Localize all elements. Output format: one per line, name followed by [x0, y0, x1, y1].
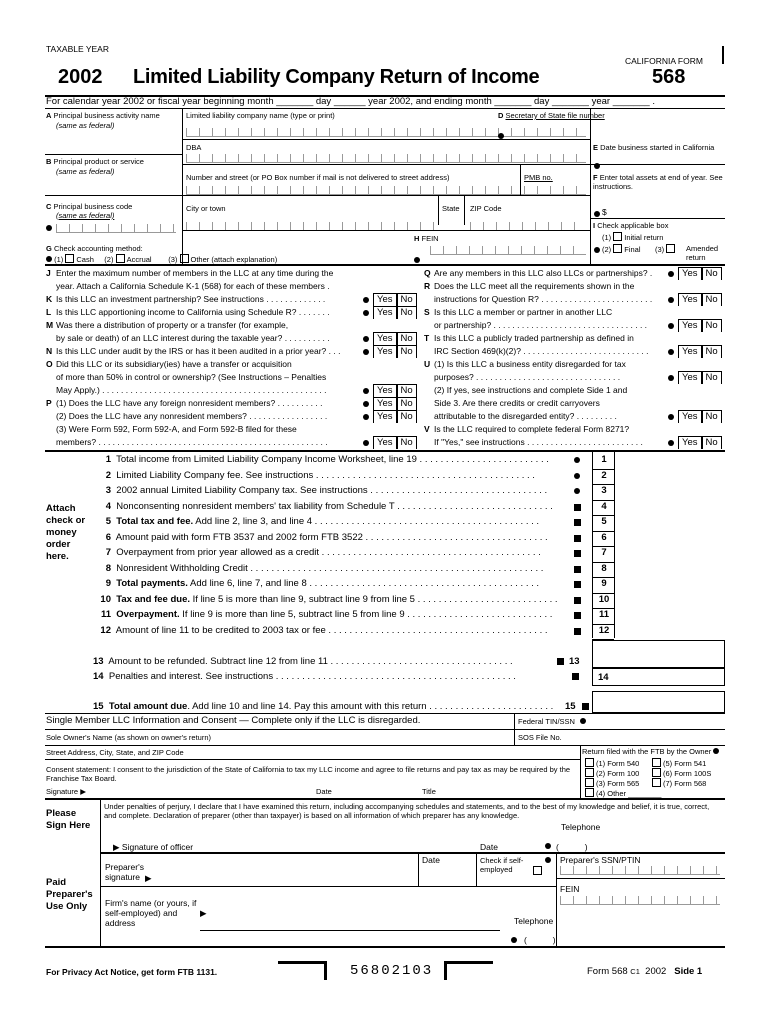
question-left-line: May Apply.) . . . . . . . . . . . . . . . . . . . . . . . . . . . . . . . . . . . . . . . . . . . . . . . .: [56, 385, 327, 395]
question-right-line: (2) If yes, see instructions and complete Side 1 and: [434, 385, 628, 395]
line-number: 3: [601, 485, 607, 496]
question-right-line: S Is this LLC a member or partner in another LLC: [424, 307, 613, 317]
corner-mark: [722, 46, 724, 64]
accrual-checkbox[interactable]: [116, 254, 125, 263]
yes-no-right[interactable]: Yes No: [678, 293, 722, 306]
accounting-method: (1) Cash (2) Accrual (3) Other (attach explanation): [46, 254, 277, 264]
perjury-statement: Under penalties of perjury, I declare that I have examined this return, including accompanying schedules and statements, and to the best of my knowledge and belief, it is true, correct, and complete. Declaration of preparer (other than taxpayer) is based on all information of which preparer has any knowledge.: [104, 802, 710, 820]
street-address-label: Street Address, City, State, and ZIP Code: [46, 748, 184, 757]
yes-no-right[interactable]: Yes No: [678, 319, 722, 332]
paid-preparer-label: Paid Preparer's Use Only: [46, 877, 93, 912]
question-right-line: If "Yes," see instructions . . . . . . . . . . . . . . . . . . . . . . . . .: [434, 437, 643, 447]
question-right-line: R Does the LLC meet all the requirements shown in the: [424, 281, 635, 291]
question-right-line: Q Are any members in this LLC also LLCs or partnerships? .: [424, 268, 653, 278]
yes-no-right[interactable]: Yes No: [678, 345, 722, 358]
question-left-line: of more than 50% in control or ownership? (See Instructions – Penalties: [56, 372, 327, 382]
question-left-line: by sale or death) of an LLC interest during the taxable year? . . . . . . . . . .: [56, 333, 330, 343]
form-568-checkbox[interactable]: [652, 778, 661, 787]
dba-field[interactable]: [186, 154, 586, 163]
state-label: State: [442, 204, 460, 213]
money-line: 7 Overpayment from prior year allowed as a credit . . . . . . . . . . . . . . . . . . . . . . . . . . . . . . . . . . . . . . . . . .: [105, 547, 541, 558]
question-left-line: members? . . . . . . . . . . . . . . . . . . . . . . . . . . . . . . . . . . . . . . . . . . . . . . . . .: [56, 437, 328, 447]
form-title: Limited Liability Company Return of Income: [133, 66, 540, 88]
label-a: A Principal business activity name: [46, 111, 160, 120]
llc-name-field[interactable]: [186, 128, 586, 137]
question-left-line: year. Attach a California Schedule K-1 (568) for each of these members .: [56, 281, 330, 291]
question-right-line: T Is this LLC a publicly traded partnership as defined in: [424, 333, 634, 343]
owner-name-label: Sole Owner's Name (as shown on owner's return): [46, 733, 212, 742]
dba-label: DBA: [186, 143, 202, 152]
money-line: 5 Total tax and fee. Add line 2, line 3, and line 4 . . . . . . . . . . . . . . . . . . . . . . . . . . . . . . . . . . . . . . . . . . .: [105, 516, 540, 527]
line-number: 6: [601, 532, 607, 543]
money-line: 4 Nonconsenting nonresident members' tax liability from Schedule T . . . . . . . . . . . . . . . . . . . . . . . . . . . . . .: [105, 501, 553, 512]
firm-name-label: Firm's name (or yours, if self-employed) and address: [105, 898, 197, 928]
initial-return-checkbox[interactable]: [613, 232, 622, 241]
return-filed-label: Return filed with the FTB by the Owner: [582, 747, 719, 756]
question-left-line: M Was there a distribution of property or a transfer (for example,: [46, 320, 289, 330]
business-code-field[interactable]: [56, 224, 176, 233]
preparer-ssn-field[interactable]: [560, 866, 720, 875]
question-right-line: U (1) Is this LLC a business entity disregarded for tax: [424, 359, 626, 369]
question-right-line: Side 3. Are there credits or credit carryovers: [434, 398, 600, 408]
line-number: 5: [601, 516, 607, 527]
question-right-line: attributable to the disregarded entity? . . . . . . . . .: [434, 411, 617, 421]
federal-tin-label: Federal TIN/SSN: [518, 717, 575, 726]
money-line: 8 Nonresident Withholding Credit . . . . . . . . . . . . . . . . . . . . . . . . . . . . . . . . . . . . . . . . . . . . . . . . . . . . . . . .: [105, 563, 544, 574]
yes-no-left[interactable]: Yes No: [373, 293, 417, 306]
amended-return-checkbox[interactable]: [666, 244, 675, 253]
california-form-label: CALIFORNIA FORM: [625, 56, 703, 66]
label-e: E Date business started in California: [593, 143, 715, 152]
yes-no-left[interactable]: Yes No: [373, 410, 417, 423]
question-left-line: N Is this LLC under audit by the IRS or has it been audited in a prior year? . . .: [46, 346, 341, 356]
question-right-line: IRC Section 469(k)(2)? . . . . . . . . . . . . . . . . . . . . . . . . . . .: [434, 346, 649, 356]
line-number: 10: [598, 594, 610, 605]
money-line: 10 Tax and fee due. If line 5 is more than line 9, subtract line 9 from line 5 . . . . . . . . . . . . . . . . . . . . . . . . . . .: [100, 594, 558, 605]
yes-no-left[interactable]: Yes No: [373, 384, 417, 397]
line-number: 2: [601, 470, 607, 481]
question-right-line: or partnership? . . . . . . . . . . . . . . . . . . . . . . . . . . . . . . . . .: [434, 320, 648, 330]
question-left-line: P (1) Does the LLC have any foreign nonresident members? . . . . . . . . . .: [46, 398, 323, 408]
zip-label: ZIP Code: [470, 204, 502, 213]
label-b: B Principal product or service: [46, 157, 144, 166]
form-side-label: Form 568 C1 2002 Side 1: [587, 966, 703, 977]
money-line: 6 Amount paid with form FTB 3537 and 2002 form FTB 3522 . . . . . . . . . . . . . . . . . . . . . . . . . . . . . . . . . . .: [105, 532, 548, 543]
attach-note: Attach check or money order here.: [46, 503, 86, 562]
form-541-checkbox[interactable]: [652, 758, 661, 767]
line-14-amount[interactable]: 14: [592, 668, 725, 686]
llc-name-label: Limited liability company name (type or print): [186, 111, 335, 120]
please-sign-here: Please Sign Here: [46, 808, 91, 831]
line-15: 15 Total amount due. Add line 10 and line 14. Pay this amount with this return . . . . . . . . . . . . . . . . . . . . . . . .: [93, 701, 554, 712]
owner-signature-label: Signature ▶: [46, 787, 86, 796]
yes-no-right[interactable]: Yes No: [678, 371, 722, 384]
money-line: 2 Limited Liability Company fee. See instructions . . . . . . . . . . . . . . . . . . . . . . . . . . . . . . . . . . . . . . . . . .: [105, 470, 535, 481]
money-line: 12 Amount of line 11 to be credited to 2003 tax or fee . . . . . . . . . . . . . . . . . . . . . . . . . . . . . . . . . . . . . . . . . .: [100, 625, 548, 636]
label-h: H FEIN: [414, 234, 439, 243]
yes-no-right[interactable]: Yes No: [678, 267, 722, 280]
privacy-notice: For Privacy Act Notice, get form FTB 1131.: [46, 967, 218, 977]
question-left-line: (2) Does the LLC have any nonresident members? . . . . . . . . . . . . . . . . .: [56, 411, 328, 421]
label-g: G Check accounting method:: [46, 244, 143, 253]
yes-no-left[interactable]: Yes No: [373, 332, 417, 345]
other-checkbox[interactable]: [180, 254, 189, 263]
question-left-line: O Did this LLC or its subsidiary(ies) have a transfer or acquisition: [46, 359, 292, 369]
registration-mark: [444, 961, 493, 980]
form-other-checkbox[interactable]: [585, 788, 594, 797]
street-label: Number and street (or PO Box number if mail is not delivered to street address): [186, 173, 450, 182]
label-f: F Enter total assets at end of year. See instructions.: [593, 173, 723, 191]
officer-signature: ▶ Signature of officer: [113, 842, 194, 852]
line-15-amount[interactable]: [592, 691, 725, 713]
form-100-checkbox[interactable]: [585, 768, 594, 777]
form-540-checkbox[interactable]: [585, 758, 594, 767]
city-label: City or town: [186, 204, 226, 213]
yes-no-right[interactable]: Yes No: [678, 436, 722, 449]
question-left-line: L Is this LLC apportioning income to California using Schedule R? . . . . . . .: [46, 307, 330, 317]
question-left-line: J Enter the maximum number of members in the LLC at any time during the: [46, 268, 334, 278]
money-line: 1 Total income from Limited Liability Company Income Worksheet, line 19 . . . . . . . . . . . . . . . . . . . . . . . . .: [105, 454, 549, 465]
yes-no-left[interactable]: Yes No: [373, 397, 417, 410]
label-d: D Secretary of State file number: [498, 111, 605, 120]
question-left-line: (3) Were Form 592, Form 592-A, and Form 592-B filed for these: [56, 424, 297, 434]
preparer-signature[interactable]: Preparer's signature: [105, 862, 144, 882]
fein-field[interactable]: [430, 246, 586, 255]
calendar-year-line: For calendar year 2002 or fiscal year beginning month _______ day ______ year 2002, and ending month _______ day _______ year _______ .: [46, 96, 655, 107]
firm-fein-field[interactable]: [560, 896, 720, 905]
line-number: 9: [601, 578, 607, 589]
taxable-year-label: TAXABLE YEAR: [46, 44, 109, 54]
line-13-amount[interactable]: [592, 640, 725, 668]
line-14: 14 Penalties and interest. See instructions . . . . . . . . . . . . . . . . . . . . . . . . . . . . . . . . . . . . . . . . . . . . . .: [93, 671, 516, 682]
yes-no-left[interactable]: Yes No: [373, 306, 417, 319]
line-number: 1: [601, 454, 607, 465]
yes-no-right[interactable]: Yes No: [678, 410, 722, 423]
line-number: 11: [598, 609, 610, 620]
pmb-label: PMB no.: [524, 173, 553, 182]
money-line: 3 2002 annual Limited Liability Company tax. See instructions . . . . . . . . . . . . . . . . . . . . . . . . . . . . . . . . . .: [105, 485, 548, 496]
line-number: 8: [601, 563, 607, 574]
question-right-line: purposes? . . . . . . . . . . . . . . . . . . . . . . . . . . . . . . .: [434, 372, 621, 382]
final-return-checkbox[interactable]: [613, 244, 622, 253]
form-100s-checkbox[interactable]: [652, 768, 661, 777]
sos-file-label: SOS File No.: [518, 733, 562, 742]
consent-statement: Consent statement: I consent to the jurisdiction of the State of California to tax my LLC income and agree to file returns and pay tax as may be required by the Franchise Tax Board.: [46, 765, 571, 783]
line-number: 12: [598, 625, 610, 636]
yes-no-left[interactable]: Yes No: [373, 345, 417, 358]
form-number: 568: [652, 66, 686, 88]
money-line: 11 Overpayment. If line 9 is more than line 5, subtract line 5 from line 9 . . . . . . . . . . . . . . . . . . . . . . . . . . . .: [100, 609, 553, 620]
question-left-line: K Is this LLC an investment partnership? See instructions . . . . . . . . . . . . .: [46, 294, 326, 304]
registration-mark: [278, 961, 327, 980]
label-c: C Principal business code: [46, 202, 133, 211]
self-employed-checkbox[interactable]: [533, 866, 542, 875]
line-13: 13 Amount to be refunded. Subtract line 12 from line 11 . . . . . . . . . . . . . . . . . . . . . . . . . . . . . . . . . . .: [93, 656, 513, 667]
cash-checkbox[interactable]: [65, 254, 74, 263]
street-field[interactable]: [186, 186, 586, 195]
question-right-line: V Is the LLC required to complete federal Form 8271?: [424, 424, 630, 434]
yes-no-left[interactable]: Yes No: [373, 436, 417, 449]
barcode-number: 56802103: [350, 963, 434, 979]
smllc-heading: Single Member LLC Information and Consent — Complete only if the LLC is disregarded.: [46, 715, 421, 726]
form-565-checkbox[interactable]: [585, 778, 594, 787]
form-year: 2002: [58, 66, 103, 88]
line-number: 7: [601, 547, 607, 558]
question-right-line: instructions for Question R? . . . . . . . . . . . . . . . . . . . . . . . .: [434, 294, 653, 304]
money-line: 9 Total payments. Add line 6, line 7, and line 8 . . . . . . . . . . . . . . . . . . . . . . . . . . . . . . . . . . . . . . . . . . . .: [105, 578, 540, 589]
line-number: 4: [601, 501, 607, 512]
label-i: I Check applicable box: [593, 221, 669, 230]
